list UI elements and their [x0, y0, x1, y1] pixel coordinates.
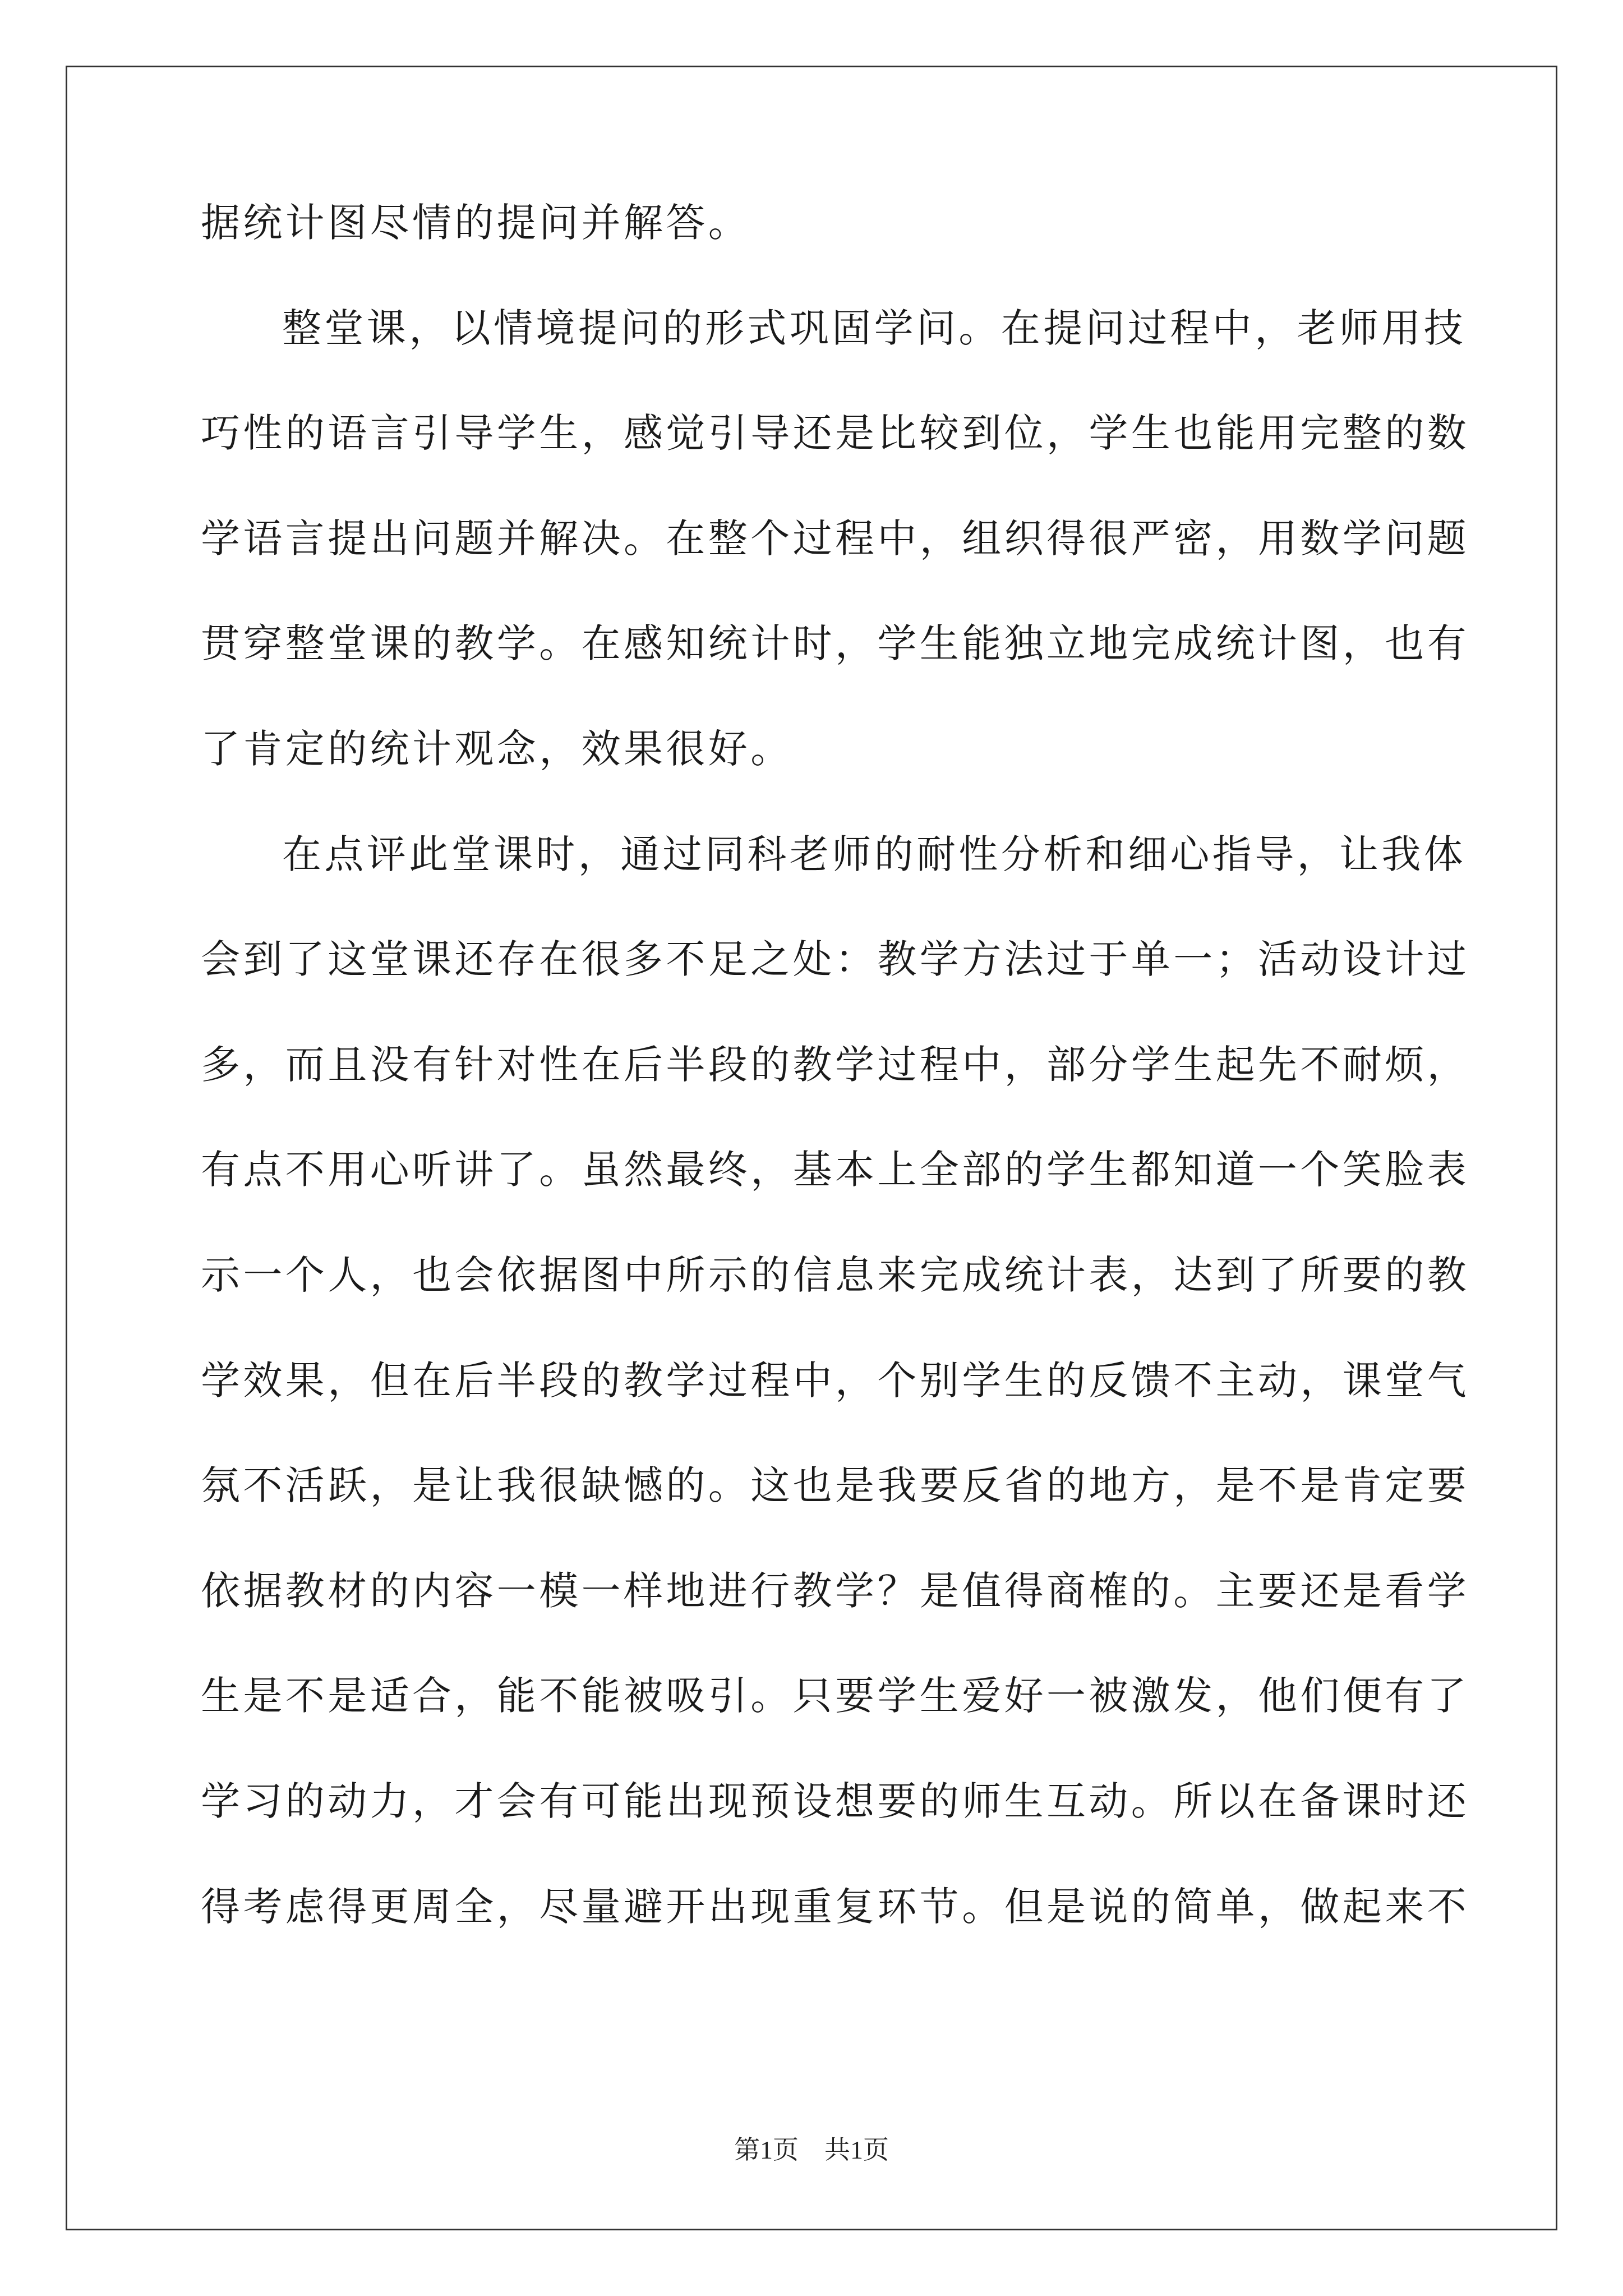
text-line: 学效果，但在后半段的教学过程中，个别学生的反馈不主动，课堂气	[201, 1357, 1469, 1404]
text-line: 依据教材的内容一模一样地进行教学？是值得商榷的。主要还是看学	[201, 1567, 1469, 1614]
text-line: 有点不用心听讲了。虽然最终，基本上全部的学生都知道一个笑脸表	[201, 1147, 1469, 1193]
text-line: 学习的动力，才会有可能出现预设想要的师生互动。所以在备课时还	[201, 1778, 1469, 1824]
text-line: 多，而且没有针对性在后半段的教学过程中，部分学生起先不耐烦，	[201, 1041, 1469, 1088]
page-footer: 第1页 共1页	[734, 2136, 889, 2164]
text-line: 会到了这堂课还存在很多不足之处：教学方法过于单一；活动设计过	[201, 936, 1469, 983]
text-line: 示一个人，也会依据图中所示的信息来完成统计表，达到了所要的教	[201, 1251, 1469, 1298]
text-line: 生是不是适合，能不能被吸引。只要学生爱好一被激发，他们便有了	[201, 1673, 1469, 1719]
text-line: 了肯定的统计观念，效果很好。	[201, 725, 793, 772]
document-body	[201, 200, 1469, 1992]
text-line: 据统计图尽情的提问并解答。	[201, 200, 751, 246]
text-line: 贯穿整堂课的教学。在感知统计时，学生能独立地完成统计图，也有	[201, 620, 1469, 667]
text-line: 巧性的语言引导学生，感觉引导还是比较到位，学生也能用完整的数	[201, 410, 1469, 457]
text-line: 在点评此堂课时，通过同科老师的耐性分析和细心指导，让我体	[282, 831, 1467, 877]
text-line: 整堂课，以情境提问的形式巩固学问。在提问过程中，老师用技	[282, 305, 1467, 351]
text-line: 学语言提出问题并解决。在整个过程中，组织得很严密，用数学问题	[201, 515, 1469, 562]
text-line: 得考虑得更周全，尽量避开出现重复环节。但是说的简单，做起来不	[201, 1883, 1469, 1930]
text-line: 氛不活跃，是让我很缺憾的。这也是我要反省的地方，是不是肯定要	[201, 1462, 1469, 1509]
